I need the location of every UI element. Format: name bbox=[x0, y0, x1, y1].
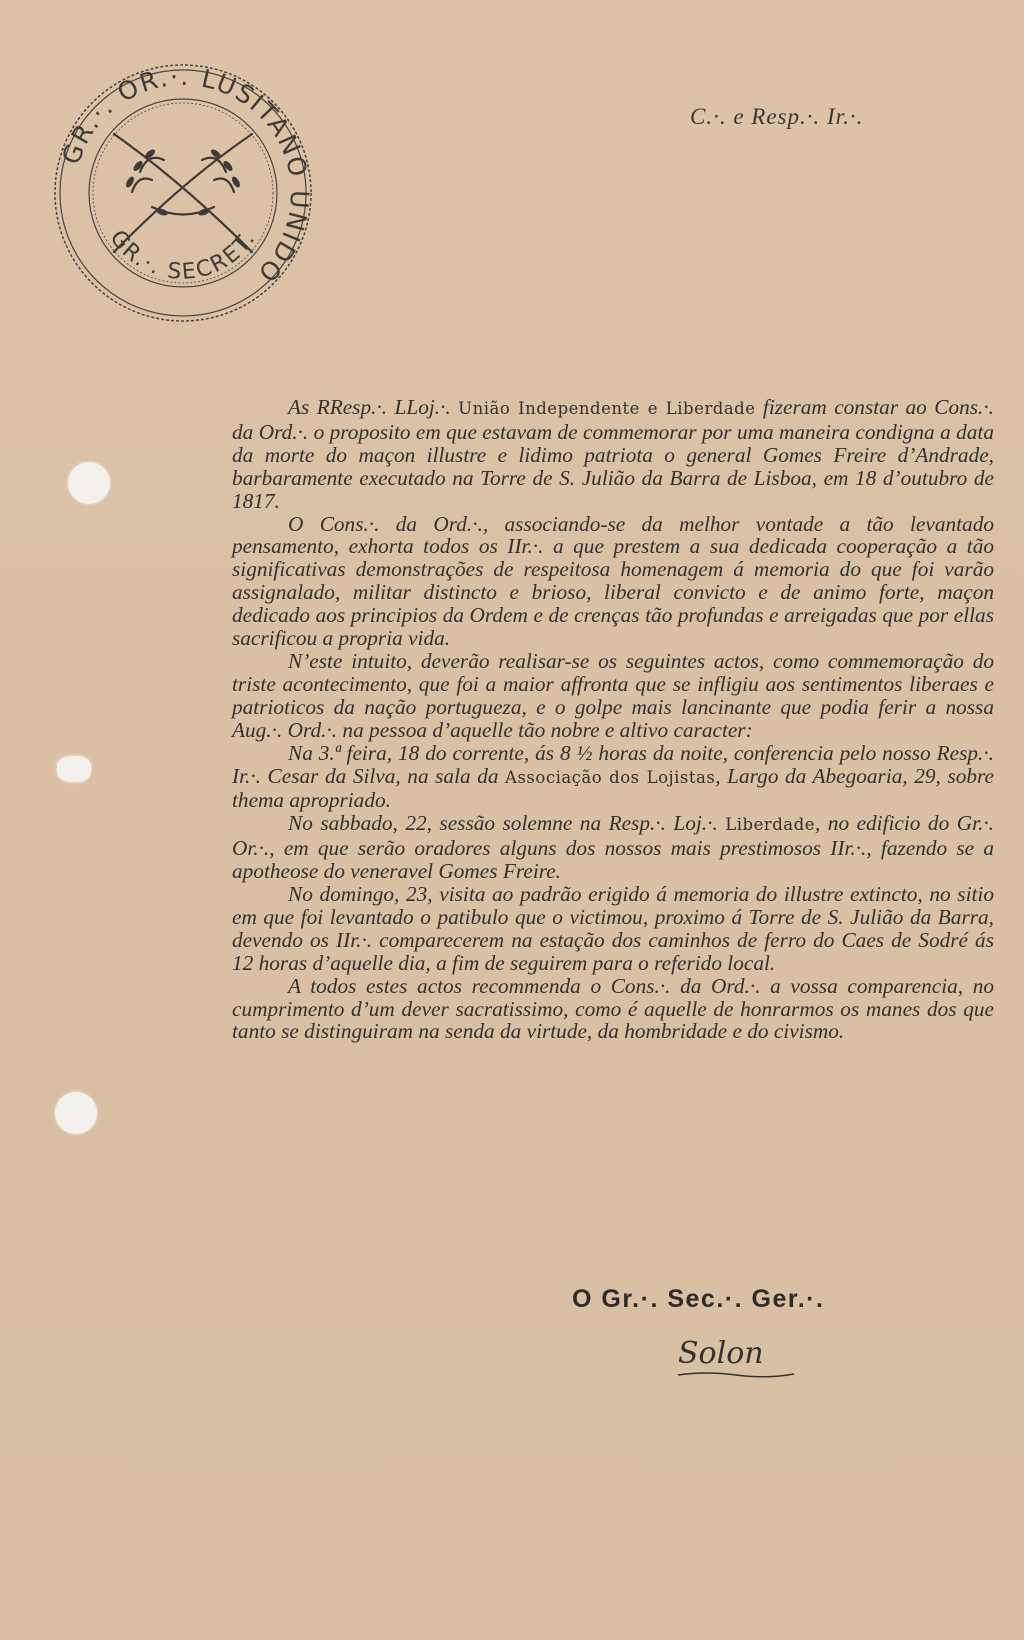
paragraph-3: N’este intuito, deverão realisar-se os seguintes actos, como commemoração do triste acontecimento, que foi a maior affronta que se infligiu aos sentimentos liberaes e patrioticos da nação portugueza, e o golpe mais lancinante que podia ferir a nossa Aug.·. Ord.·. na pessoa d’aquelle tão nobre e altivo caracter: bbox=[232, 648, 994, 742]
seal-inner-text: GR.·. SECRET. bbox=[104, 225, 262, 286]
association-name: Associação dos Lojistas bbox=[505, 767, 716, 787]
svg-text:GR.·. SECRET. bbox=[105, 226, 262, 285]
punch-hole bbox=[57, 756, 91, 782]
seal-emblem-icon bbox=[52, 62, 314, 324]
paragraph-1: As RResp.·. LLoj.·. União Independente e Liberdade fizeram constar ao Cons.·. da Ord.·. o proposito em que estavam de commemorar por uma maneira condigna a data da morte do maçon illustre e lidimo patriota o general Gomes Freire d’Andrade, barbaramente executado na Torre de S. Julião da Barra de Lisboa, em 18 d’outubro de 1817. bbox=[232, 395, 994, 513]
punch-hole bbox=[68, 462, 110, 504]
letter-body bbox=[232, 396, 994, 1043]
paragraph-6: No domingo, 23, visita ao padrão erigido á memoria do illustre extincto, no sitio em que foi levantado o patibulo que o victimou, proximo á Torre de S. Julião da Barra, devendo os IIr.·. comparecerem na estação dos caminhos de ferro do Caes de Sodré ás 12 horas d’aquelle dia, a fim de seguirem para o referido local. bbox=[232, 882, 994, 975]
signature-name: Solon bbox=[678, 1336, 764, 1371]
salutation: C.·. e Resp.·. Ir.·. bbox=[690, 104, 864, 129]
lodge-name: Liberdade bbox=[725, 815, 815, 835]
lodge-seal bbox=[52, 62, 314, 324]
seal-ring-text: GR.·. OR.·. LUSITANO UNIDO bbox=[56, 62, 314, 289]
punch-hole bbox=[55, 1092, 97, 1134]
paragraph-5: No sabbado, 22, sessão solemne na Resp.·. Loj.·. Liberdade, no edificio do Gr.·. Or.·., em que serão oradores alguns dos nossos mais prestimosos IIr.·., fazendo se a apotheose do veneravel Gomes Freire. bbox=[232, 811, 994, 884]
lodge-names: União Independente e Liberdade bbox=[458, 399, 756, 418]
paragraph-4: Na 3.ª feira, 18 do corrente, ás 8 ½ horas da noite, conferencia pelo nosso Resp.·. Ir.·. Cesar da Silva, na sala da Associação dos Lojistas, Largo da Abegoaria, 29, sobre thema apropriado. bbox=[232, 740, 994, 813]
signature-flourish-icon bbox=[676, 1370, 796, 1378]
paragraph-2: O Cons.·. da Ord.·., associando-se da melhor vontade a tão levantado pensamento, exhorta todos os IIr.·. a que prestem a sua dedicada cooperação a tão significativas demonstrações de respeitosa homenagem á memoria do que foi varão assignalado, militar distincto e brioso, liberal convicto e de animo forte, maçon dedicado aos principios da Ordem e de crenças tão profundas e arreigadas que por ellas sacrificou a propria vida. bbox=[232, 511, 994, 651]
signature-title: O Gr.·. Sec.·. Ger.·. bbox=[572, 1285, 825, 1313]
paragraph-7: A todos estes actos recommenda o Cons.·. da Ord.·. a vossa comparencia, no cumprimento d’um dever sacratissimo, como é aquelle de honrarmos os manes dos que tanto se distinguiram na senda da virtude, da hombridade e do civismo. bbox=[232, 973, 994, 1044]
